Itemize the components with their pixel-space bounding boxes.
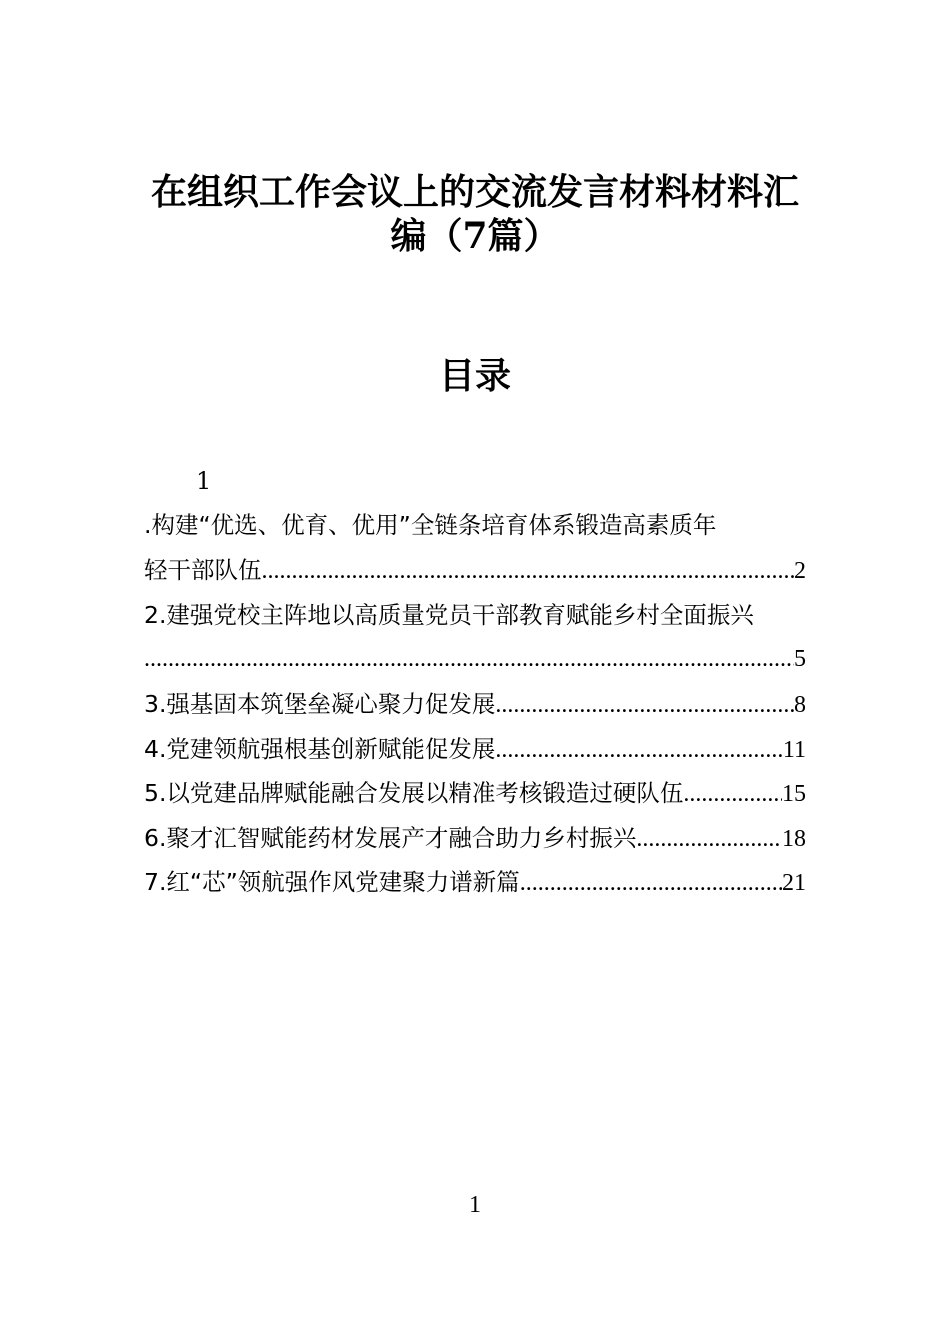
page-number: 1 bbox=[469, 1192, 481, 1218]
toc-item-2-title: 2.建强党校主阵地以高质量党员干部教育赋能乡村全面振兴 bbox=[144, 601, 754, 629]
toc-item-5-title: 5.以党建品牌赋能融合发展以精准考核锻造过硬队伍 bbox=[144, 779, 684, 807]
toc-item-6-page: 18 bbox=[782, 826, 806, 852]
toc-leader-dots bbox=[636, 824, 782, 853]
toc-leader-dots bbox=[262, 556, 795, 585]
toc-item-2-line-2[interactable] bbox=[144, 644, 806, 674]
toc-leader-dots bbox=[144, 644, 794, 674]
toc-item-3-title: 3.强基固本筑堡垒凝心聚力促发展 bbox=[144, 690, 496, 718]
document-title-line-2: 编（7篇） bbox=[390, 215, 560, 257]
toc-item-2-line-1[interactable] bbox=[144, 600, 806, 630]
toc-item-6-title: 6.聚才汇智赋能药材发展产才融合助力乡村振兴 bbox=[144, 824, 637, 852]
toc-item-7-title: 7.红“芯”领航强作风党建聚力谱新篇 bbox=[144, 868, 520, 896]
toc-item-1-number: 1 bbox=[196, 467, 212, 495]
toc-item-7-page: 21 bbox=[782, 870, 806, 896]
toc-item-7[interactable] bbox=[144, 867, 806, 897]
toc-item-3[interactable] bbox=[144, 689, 806, 719]
toc-item-3-page: 8 bbox=[794, 692, 806, 718]
toc-item-1-line-1[interactable] bbox=[144, 510, 806, 540]
toc-leader-dots bbox=[520, 868, 782, 897]
toc-item-2-page: 5 bbox=[794, 646, 806, 672]
toc-leader-dots bbox=[495, 690, 794, 719]
toc-item-6[interactable] bbox=[144, 823, 806, 853]
document-title-line-1: 在组织工作会议上的交流发言材料材料汇 bbox=[150, 171, 799, 213]
toc-leader-dots bbox=[495, 735, 782, 764]
toc-item-4-page: 11 bbox=[782, 737, 806, 763]
toc-item-1-page: 2 bbox=[794, 558, 806, 584]
toc-item-5[interactable] bbox=[144, 778, 806, 808]
toc-item-1-title-part-1: .构建“优选、优育、优用”全链条培育体系锻造高素质年 bbox=[144, 511, 717, 539]
toc-item-4-title: 4.党建领航强根基创新赋能促发展 bbox=[144, 735, 496, 763]
toc-item-5-page: 15 bbox=[782, 781, 806, 807]
toc-item-1-line-2[interactable] bbox=[144, 555, 806, 585]
toc-leader-dots bbox=[683, 779, 782, 808]
toc-heading: 目录 bbox=[438, 355, 511, 397]
toc-item-4[interactable] bbox=[144, 734, 806, 764]
toc-item-1-title-part-2: 轻干部队伍 bbox=[144, 556, 262, 584]
